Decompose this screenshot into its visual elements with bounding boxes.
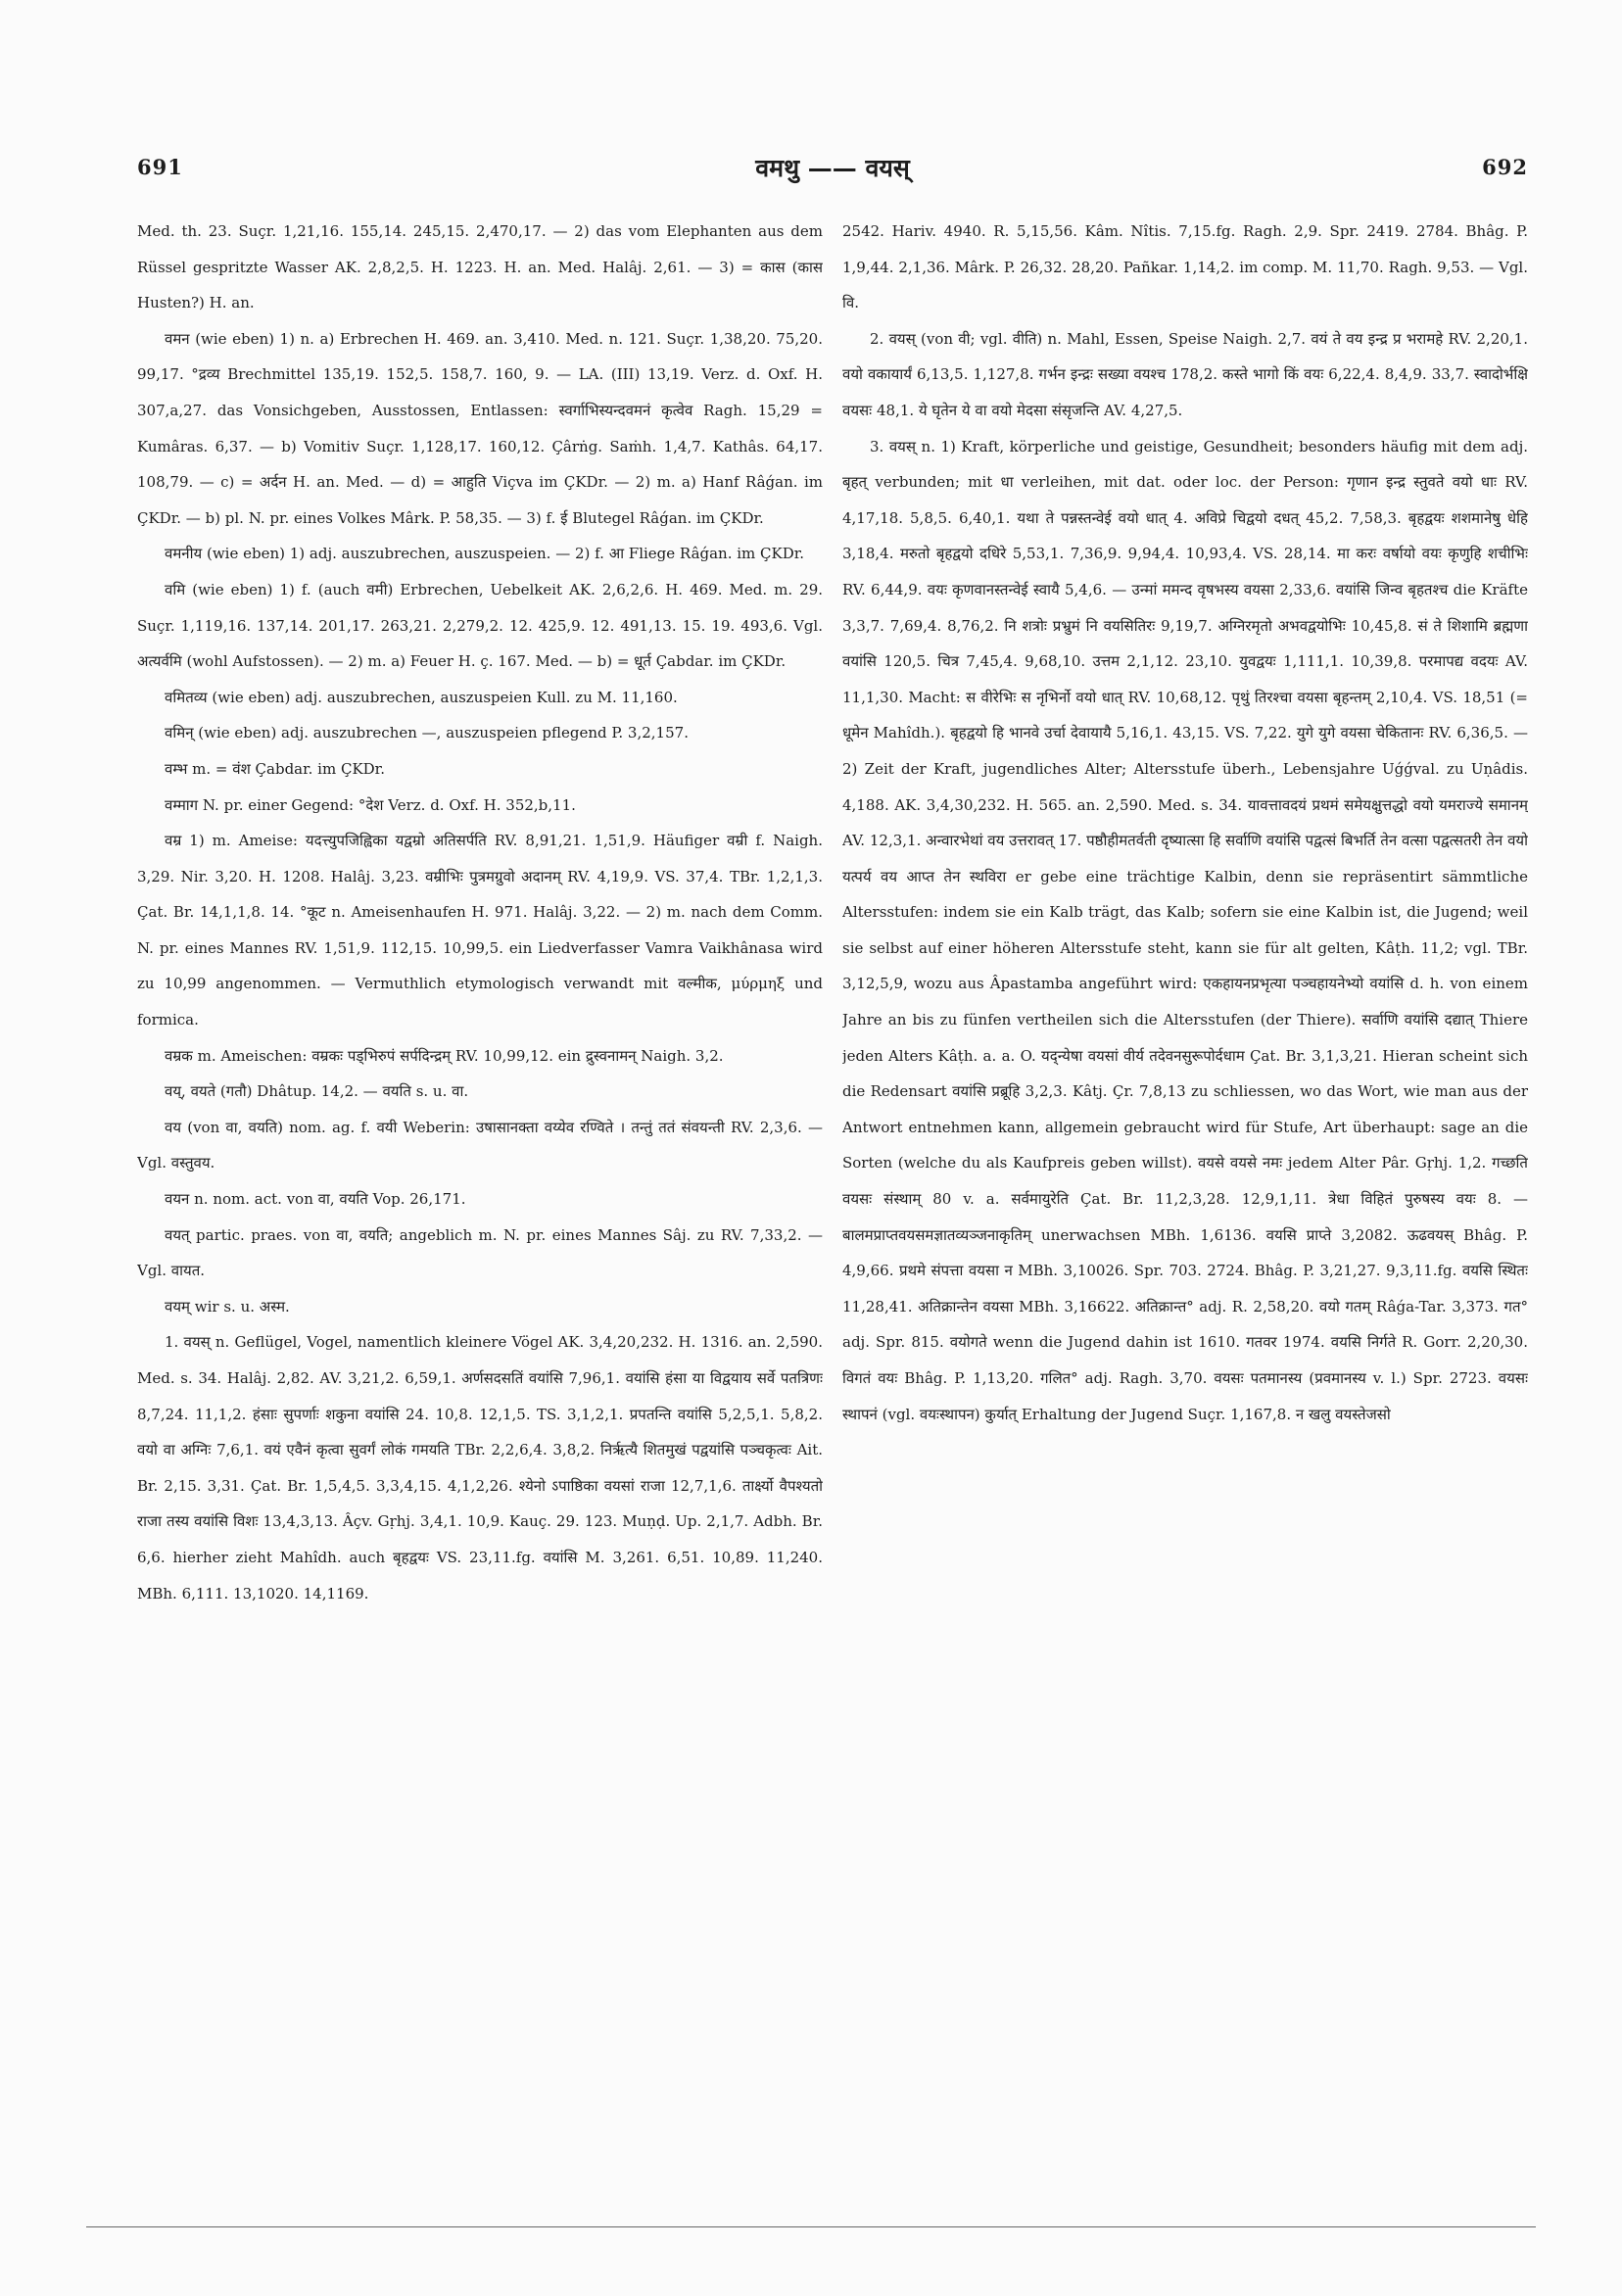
dictionary-entry: वयत् partic. praes. von वा, वयति; angeblich m. N. pr. eines Mannes Sâj. zu RV. 7,33,2. — Vgl. वायत. (137, 1225, 823, 1280)
dictionary-entry: वमि (wie eben) 1) f. (auch वमी) Erbrechen, Uebelkeit AK. 2,6,2,6. H. 469. Med. m. 29. Suçr. 1,119,16. 137,14. 201,17. 263,21. 2,279,2. 12. 425,9. 12. 491,13. 15. 19. 493,6. Vgl. अत्यर्वमि (wohl Aufstossen). — 2) m. a) Feuer H. ç. 167. Med. — b) = धूर्त Çabdar. im ÇKDr. (137, 580, 823, 671)
dictionary-entry: वमनीय (wie eben) 1) adj. auszubrechen, auszuspeien. — 2) f. आ Fliege Râǵan. im ÇKDr. (165, 545, 805, 563)
page-number-left: 691 (137, 155, 183, 179)
page-header (137, 155, 1528, 194)
dictionary-entry: वय्, वयते (गतौ) Dhâtup. 14,2. — वयति s. u. वा. (165, 1082, 469, 1101)
dictionary-entry: वम्माग N. pr. einer Gegend: °देश Verz. d. Oxf. H. 352,b,11. (165, 795, 576, 814)
dictionary-entry: वम्रक m. Ameischen: वम्रकः पड्भिरुपं सर्पदिन्द्रम् RV. 10,99,12. ein द्रुस्वनामन् Naigh. 3,2. (165, 1046, 724, 1065)
dictionary-entry: वयम् wir s. u. अस्म. (165, 1297, 290, 1315)
dictionary-entry: वमितव्य (wie eben) adj. auszubrechen, auszuspeien Kull. zu M. 11,160. (165, 688, 678, 706)
dictionary-entry: वय (von वा, वयति) nom. ag. f. वयी Weberin: उषासानक्ता वय्येव रण्विते । तन्तुं ततं संवयन्ती RV. 2,3,6. — Vgl. वस्तुवय. (137, 1118, 823, 1172)
dictionary-entry: 3. वयस् n. 1) Kraft, körperliche und geistige, Gesundheit; besonders häufig mit dem adj. बृहत् verbunden; mit धा verleihen, mit dat. oder loc. der Person: गृणान इन्द्र स्तुवते वयो धाः RV. 4,17,18. 5,8,5. 6,40,1. यथा ते पन्नस्तन्वेई वयो धात् 4. अविप्रे चिद्वयो दधत् 45,2. 7,58,3. बृहद्वयः शशमानेषु धेहि 3,18,4. मरुतो बृहद्वयो दधिरे 5,53,1. 7,36,9. 9,94,4. 10,93,4. VS. 28,14. मा करः वर्षायो वयः कृणुहि शचीभिः RV. 6,44,9. वयः कृणवानस्तन्वेई स्वायै 5,4,6. — उन्मां ममन्द वृषभस्य वयसा 2,33,6. वयांसि जिन्व बृहतश्च die Kräfte 3,3,7. 7,69,4. 8,76,2. नि शत्रोः प्रभ्रुमं नि वयसितिरः 9,19,7. अग्निरमृतो अभवद्वयोभिः 10,45,8. सं ते शिशामि ब्रह्मणा वयांसि 120,5. चित्र 7,45,4. 9,68,10. उत्तम 2,1,12. 23,10. युवद्वयः 1,111,1. 10,39,8. परमापद्य वदयः AV. 11,1,30. Macht: स वीरेभिः स नृभिर्नो वयो धात् RV. 10,68,12. पृथुं तिरश्चा वयसा बृहन्तम् 2,10,4. VS. 18,51 (= धूमेन Mahîdh.). बृहद्वयो हि भानवे उर्चा देवायायै 5,16,1. 43,15. VS. 7,22. युगे युगे वयसा चेकितानः RV. 6,36,5. — 2) Zeit der Kraft, jugendliches Alter; Altersstufe überh., Lebensjahre Uǵǵval. zu Uṇâdis. 4,188. AK. 3,4,30,232. H. 565. an. 2,590. Med. s. 34. यावत्तावदयं प्रथमं समेयक्षुत्तद्धो वयो यमराज्ये समानम् AV. 12,3,1. अन्वारभेथां वय उत्तरावत् 17. पष्ठौहीमतर्वती दृष्यात्सा हि सर्वाणि वयांसि पद्वत्सं बिभर्ति तेन वत्सा पद्वत्सतरी तेन वयो यत्पर्य वय आप्त तेन स्थविरा er gebe eine trächtige Kalbin, denn sie repräsentirt sämmtliche Altersstufen: indem sie ein Kalb trägt, das Kalb; sofern sie eine Kalbin ist, die Jugend; weil sie selbst auf einer höheren Altersstufe steht, kann sie für alt gelten, Kâṭh. 11,2; vgl. TBr. 3,12,5,9, wozu aus Âpastamba angeführt wird: एकहायनप्रभृत्या पञ्चहायनेभ्यो वयांसि d. h. von einem Jahre an bis zu fünfen vertheilen sich die Altersstufen (der Thiere). सर्वाणि वयांसि दद्यात् Thiere jeden Alters Kâṭh. a. a. O. यद्न्येषा वयसां वीर्य तदेवनसुरूपोर्दधाम Çat. Br. 3,1,3,21. Hieran scheint sich die Redensart वयांसि प्रब्रूहि 3,2,3. Kâtj. Çr. 7,8,13 zu schliessen, wo das Wort, wie man aus der Antwort entnehmen kann, allgemein gebraucht wird für Stufe, Art überhaupt: sage an die Sorten (welche du als Kaufpreis geben willst). वयसे वयसे नमः jedem Alter Pâr. Gṛhj. 1,2. गच्छति वयसः संस्थाम् 80 v. a. सर्वमायुरेति Çat. Br. 11,2,3,28. 12,9,1,11. त्रेधा विहितं पुरुषस्य वयः 8. — बालमप्राप्तवयसमज्ञातव्यञ्जनाकृतिम् unerwachsen MBh. 1,6136. वयसि प्राप्ते 3,2082. ऊढवयस् Bhâg. P. 4,9,66. प्रथमे संपत्ता वयसा न MBh. 3,10026. Spr. 703. 2724. Bhâg. P. 3,21,27. 9,3,11.fg. वयसि स्थितः 11,28,41. अतिक्रान्तेन वयसा MBh. 3,16622. अतिक्रान्त° adj. R. 2,58,20. वयो गतम् Râǵa-Tar. 3,373. गत° adj. Spr. 815. वयोगते wenn die Jugend dahin ist 1610. गतवर 1974. वयसि निर्गते R. Gorr. 2,20,30. विगतं वयः Bhâg. P. 1,13,20. गलित° adj. Ragh. 3,70. वयसः पतमानस्य (प्रवमानस्य v. l.) Spr. 2723. वयसः स्थापनं (vgl. वयःस्थापन) कुर्यात् Erhaltung der Jugend Suçr. 1,167,8. न खलु वयस्तेजसो (842, 437, 1528, 1423)
dictionary-entry: 1. वयस् n. Geflügel, Vogel, namentlich kleinere Vögel AK. 3,4,20,232. H. 1316. an. 2,590. Med. s. 34. Halâj. 2,82. AV. 3,21,2. 6,59,1. अर्णसदसतिं वयांसि 7,96,1. वयांसि हंसा या विद्वयाय सर्वे पतत्रिणः 8,7,24. 11,1,2. हंसाः सुपर्णाः शकुना वयांसि 24. 10,8. 12,1,5. TS. 3,1,2,1. प्रपतन्ति वयांसि 5,2,5,1. 5,8,2. वयो वा अग्निः 7,6,1. वयं एवैनं कृत्वा सुवर्गं लोकं गमयति TBr. 2,2,6,4. 3,8,2. निर्ऋत्यै शितमुखं पद्वयांसि पञ्चकृत्वः Ait. Br. 2,15. 3,31. Çat. Br. 1,5,4,5. 3,3,4,15. 4,1,2,26. श्येनो ऽपाष्ठिका वयसां राजा 12,7,1,6. तार्क्ष्यो वैपश्यतो राजा तस्य वयांसि विशः 13,4,3,13. Âçv. Gṛhj. 3,4,1. 10,9. Kauç. 29. 123. Muṇḍ. Up. 2,1,7. Adbh. Br. 6,6. hierher zieht Mahîdh. auch बृहद्वयः VS. 23,11.fg. वयांसि M. 3,261. 6,51. 10,89. 11,240. MBh. 6,111. 13,1020. 14,1169. (137, 1333, 823, 1602)
dictionary-entry: वमन (wie eben) 1) n. a) Erbrechen H. 469. an. 3,410. Med. n. 121. Suçr. 1,38,20. 75,20. 99,17. °द्रव्य Brechmittel 135,19. 152,5. 158,7. 160, 9. — LA. (III) 13,19. Verz. d. Oxf. H. 307,a,27. das Vonsichgeben, Ausstossen, Entlassen: स्वर्गाभिस्यन्दवमनं कृत्वेव Ragh. 15,29 = Kumâras. 6,37. — b) Vomitiv Suçr. 1,128,17. 160,12. Çârṅg. Saṁh. 1,4,7. Kathâs. 64,17. 108,79. — c) = अर्दन H. an. Med. — d) = आहुति Viçva im ÇKDr. — 2) m. a) Hanf Râǵan. im ÇKDr. — b) pl. N. pr. eines Volkes Mârk. P. 58,35. — 3) f. ई Blutegel Râǵan. im ÇKDr. (137, 329, 823, 527)
right-column (842, 214, 1528, 2055)
dictionary-entry: 2. वयस् (von वी; vgl. वीति) n. Mahl, Essen, Speise Naigh. 2,7. वयं ते वय इन्द्र प्र भरामहे RV. 2,20,1. वयो वकायार्यं 6,13,5. 1,127,8. गर्भन इन्द्रः सख्या वयश्च 178,2. कस्ते भागो किं वयः 6,22,4. 8,4,9. 33,7. स्वादोर्भक्षि वयसः 48,1. ये घृतेन ये वा वयो मेदसा संसृजन्ति AV. 4,27,5. (842, 329, 1528, 419)
footer-rule (86, 2226, 1536, 2227)
dictionary-entry: वम्भ m. = वंश Çabdar. im ÇKDr. (165, 759, 385, 778)
dictionary-entry: Med. th. 23. Suçr. 1,21,16. 155,14. 245,15. 2,470,17. — 2) das vom Elephanten aus dem Rüssel gespritzte Wasser AK. 2,8,2,5. H. 1223. H. an. Med. Halâj. 2,61. — 3) = कास (कास Husten?) H. an. (137, 222, 823, 312)
left-column (137, 214, 823, 2055)
dictionary-entry: 2542. Hariv. 4940. R. 5,15,56. Kâm. Nîtis. 7,15.fg. Ragh. 2,9. Spr. 2419. 2784. Bhâg. P. 1,9,44. 2,1,36. Mârk. P. 26,32. 28,20. Pañkar. 1,14,2. im comp. M. 11,70. Ragh. 9,53. — Vgl. वि. (842, 222, 1528, 312)
page-number-right: 692 (1482, 155, 1528, 179)
dictionary-entry: वयन n. nom. act. von वा, वयति Vop. 26,171. (165, 1190, 466, 1209)
dictionary-entry: वम्र 1) m. Ameise: यदत्त्युपजिह्विका यद्वम्रो अतिसर्पति RV. 8,91,21. 1,51,9. Häufiger वम्री f. Naigh. 3,29. Nir. 3,20. H. 1208. Halâj. 3,23. वम्रीभिः पुत्रमग्रुवो अदानम् RV. 4,19,9. VS. 37,4. TBr. 1,2,1,3. Çat. Br. 14,1,1,8. 14. °कूट n. Ameisenhaufen H. 971. Halâj. 3,22. — 2) m. nach dem Comm. N. pr. eines Mannes RV. 1,51,9. 112,15. 10,99,5. ein Liedverfasser Vamra Vaikhânasa wird zu 10,99 angenommen. — Vermuthlich etymologisch verwandt mit वल्मीक, μύρμηξ und formica. (137, 832, 823, 1029)
running-headword: वमथु —— वयस् (755, 154, 910, 182)
dictionary-entry: वमिन् (wie eben) adj. auszubrechen —, auszuspeien pflegend P. 3,2,157. (165, 724, 689, 742)
